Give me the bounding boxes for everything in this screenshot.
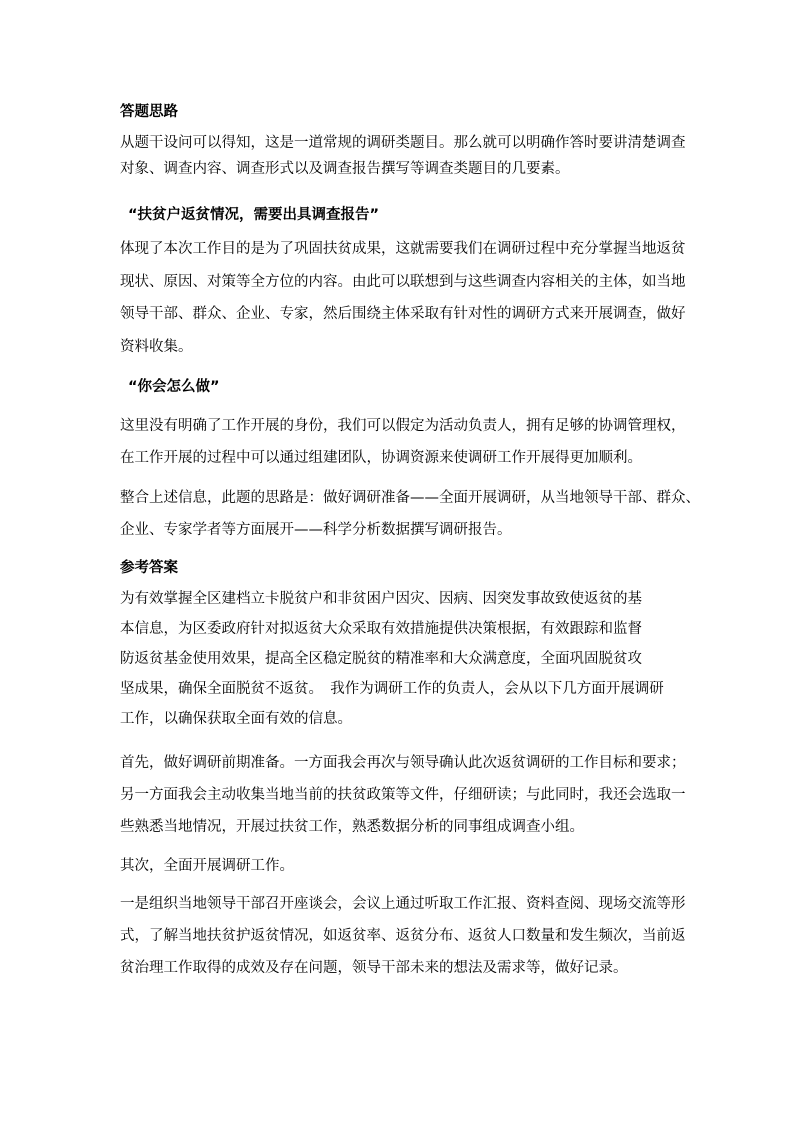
- summary-paragraph: [120, 485, 700, 543]
- text-line: 些熟悉当地情况，开展过扶贫工作，熟悉数据分析的同事组成调查小组。: [120, 819, 584, 835]
- text-line: 企业、专家学者等方面展开——科学分析数据撰写调研报告。: [120, 522, 512, 538]
- quote-heading-2: [128, 374, 698, 400]
- text-line: 这里没有明确了工作开展的身份，我们可以假定为活动负责人，拥有足够的协调管理权，: [120, 418, 686, 434]
- text-line: 防返贫基金使用效果，提高全区稳定脱贫的精准率和大众满意度，全面巩固脱贫攻: [120, 651, 642, 667]
- answer-paragraph-4: [120, 891, 690, 981]
- text-line: 资料收集。: [120, 339, 193, 355]
- text-line: 另一方面我会主动收集当地当前的扶贫政策等文件，仔细研读；与此同时，我还会选取一: [120, 787, 686, 803]
- approach-heading-text: 答题思路: [120, 104, 178, 120]
- answer-paragraph-2: [120, 750, 690, 840]
- text-line: 式，了解当地扶贫护返贫情况，如返贫率、返贫分布、返贫人口数量和发生频次，当前返: [120, 928, 686, 944]
- text-line: 在工作开展的过程中可以通过组建团队，协调资源来使调研工作开展得更加顺利。: [120, 450, 642, 466]
- quote-heading-2-text: “你会怎么做”: [128, 379, 220, 395]
- text-line: 坚成果，确保全面脱贫不返贫。 我作为调研工作的负责人，会从以下几方面开展调研: [120, 681, 664, 697]
- approach-heading: [120, 99, 690, 125]
- text-line: 整合上述信息，此题的思路是：做好调研准备——全面开展调研，从当地领导干部、群众、: [120, 490, 700, 506]
- text-line: 贫治理工作取得的成效及存在问题，领导干部未来的想法及需求等，做好记录。: [120, 960, 628, 976]
- quote-heading-1: [128, 202, 698, 228]
- approach-intro-paragraph: [120, 130, 690, 182]
- answer-heading-text: 参考答案: [120, 560, 178, 576]
- answer-heading: [120, 555, 690, 581]
- text-line: 其次，全面开展调研工作。: [120, 858, 294, 874]
- text-line: 体现了本次工作目的是为了巩固扶贫成果，这就需要我们在调研过程中充分掌握当地返贫: [120, 241, 686, 257]
- text-line: 工作，以确保获取全面有效的信息。: [120, 711, 352, 727]
- text-line: 一是组织当地领导干部召开座谈会，会议上通过听取工作汇报、资料查阅、现场交流等形: [120, 896, 686, 912]
- quote1-paragraph: [120, 236, 690, 360]
- text-line: 对象、调查内容、调查形式以及调查报告撰写等调查类题目的几要素。: [120, 161, 570, 177]
- text-line: 为有效掌握全区建档立卡脱贫户和非贫困户因灾、因病、因突发事故致使返贫的基: [120, 591, 642, 607]
- text-line: 从题干设问可以得知，这是一道常规的调研类题目。那么就可以明确作答时要讲清楚调查: [120, 135, 686, 151]
- answer-paragraph-1: [120, 586, 690, 732]
- quote-heading-1-text: “扶贫户返贫情况，需要出具调查报告”: [128, 207, 380, 223]
- text-line: 领导干部、群众、企业、专家，然后围绕主体采取有针对性的调研方式来开展调查，做好: [120, 306, 686, 322]
- text-line: 首先，做好调研前期准备。一方面我会再次与领导确认此次返贫调研的工作目标和要求；: [120, 755, 686, 771]
- quote2-paragraph: [120, 413, 690, 471]
- text-line: 本信息，为区委政府针对拟返贫大众采取有效措施提供决策根据，有效跟踪和监督: [120, 621, 642, 637]
- answer-paragraph-3: [120, 853, 690, 879]
- text-line: 现状、原因、对策等全方位的内容。由此可以联想到与这些调查内容相关的主体，如当地: [120, 274, 686, 290]
